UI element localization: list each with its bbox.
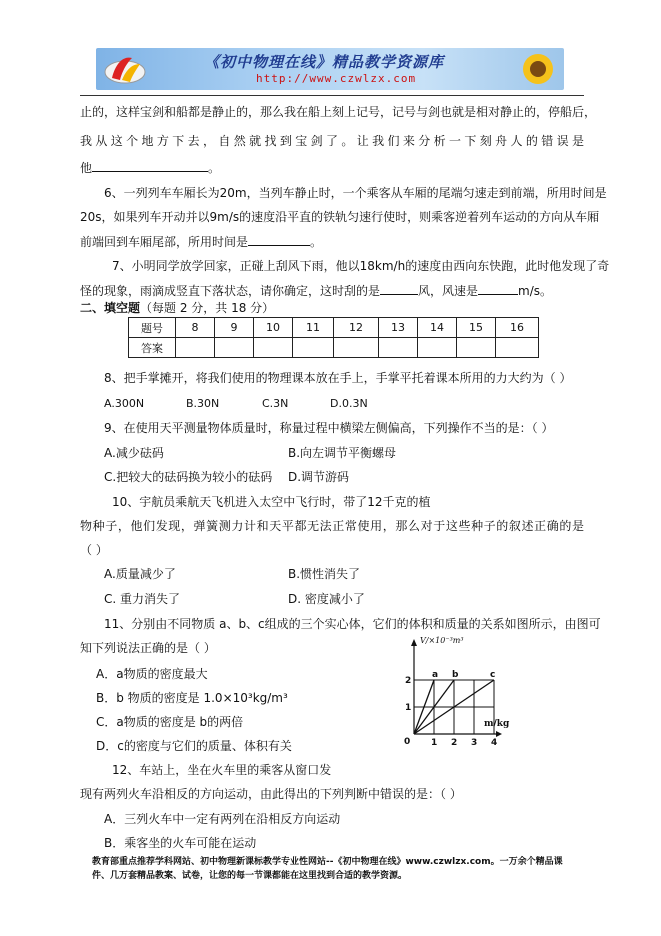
answer-table-number: 14 — [418, 318, 457, 338]
site-url[interactable]: http://www.czwlzx.com — [256, 72, 417, 85]
intro-line-1: 止的，这样宝剑和船都是静止的，那么我在船上刻上记号，记号与剑也就是相对静止的，停船后， — [80, 105, 597, 119]
answer-cell[interactable] — [418, 338, 457, 358]
answer-table-header-row — [129, 318, 539, 338]
answer-table-number: 10 — [254, 318, 293, 338]
q11-option-b[interactable]: B．b 物质的密度是 1.0×10³kg/m³ — [96, 691, 288, 705]
section-2-heading — [80, 300, 274, 316]
q12-option-a[interactable]: A．三列火车中一定有两列在沿相反方向运动 — [104, 812, 341, 826]
answer-table-number: 8 — [176, 318, 215, 338]
answer-cell[interactable] — [496, 338, 539, 358]
answer-cell[interactable] — [254, 338, 293, 358]
section-2-title: 二、填空题 — [80, 301, 141, 315]
q9-option-c[interactable]: C.把较大的砝码换为较小的砝码 — [104, 470, 273, 484]
q9-option-d[interactable]: D.调节游码 — [288, 470, 350, 484]
q10-line-3: （ ） — [80, 543, 108, 557]
q10-option-c[interactable]: C. 重力消失了 — [104, 592, 181, 606]
answer-cell[interactable] — [457, 338, 496, 358]
q7-line-2 — [80, 282, 552, 299]
q9-stem: 9、在使用天平测量物体质量时，称量过程中横梁左侧偏高，下列操作不当的是：（ ） — [104, 421, 554, 435]
q7-line-2-mid: 风，风速是 — [418, 284, 479, 298]
section-2-note: （每题 2 分，共 18 分） — [140, 301, 275, 315]
q8-option-b[interactable]: B.30N — [186, 397, 220, 410]
answer-cell[interactable] — [379, 338, 418, 358]
intro-line-2: 我从这个地方下去，自然就找到宝剑了。让我们来分析一下刻舟人的错误是 — [80, 134, 584, 148]
q7-wind-blank[interactable] — [380, 282, 418, 295]
q10-line-2: 物种子，他们发现，弹簧测力计和天平都无法正常使用，那么对于这些种子的叙述正确的是 — [80, 519, 584, 533]
q12-line-2: 现有两列火车沿相反的方向运动，由此得出的下列判断中错误的是：（ ） — [80, 787, 462, 801]
graph-x-tick: 1 — [431, 738, 438, 748]
q10-option-a[interactable]: A.质量减少了 — [104, 567, 176, 581]
q10-line-1: 10、宇航员乘航天飞机进入太空中飞行时，带了12千克的植 — [112, 495, 431, 509]
answer-cell[interactable] — [293, 338, 334, 358]
graph-x-arrow-icon — [496, 731, 502, 737]
answer-cell[interactable] — [215, 338, 254, 358]
graph-x-label: m/kg — [484, 719, 510, 729]
graph-origin-label: 0 — [404, 737, 411, 747]
answer-table-number: 9 — [215, 318, 254, 338]
q7-line-2-prefix: 怪的现象，雨滴成竖直下落状态，请你确定，这时刮的是 — [80, 284, 381, 298]
answer-table-number: 13 — [379, 318, 418, 338]
intro-line-3-prefix: 他 — [80, 161, 93, 175]
answer-table-number: 11 — [293, 318, 334, 338]
graph-y-arrow-icon — [411, 639, 417, 646]
q12-option-b[interactable]: B．乘客坐的火车可能在运动 — [104, 836, 257, 850]
q6-line-3 — [80, 233, 322, 250]
q11-option-c[interactable]: C．a物质的密度是 b的两倍 — [96, 715, 244, 729]
q10-option-d[interactable]: D. 密度减小了 — [288, 592, 365, 606]
density-graph — [384, 634, 514, 752]
q8-stem: 8、把手掌摊开，将我们使用的物理课本放在手上，手掌平托着课本所用的力大约为（ ） — [104, 371, 572, 385]
answer-table-row2-label: 答案 — [129, 338, 176, 358]
q8-option-c[interactable]: C.3N — [262, 397, 289, 410]
intro-answer-blank[interactable] — [92, 159, 208, 172]
q8-option-d[interactable]: D.0.3N — [330, 397, 368, 410]
graph-x-tick: 4 — [491, 738, 498, 748]
header-banner — [96, 48, 564, 90]
q9-option-a[interactable]: A.减少砝码 — [104, 446, 164, 460]
site-logo-icon — [102, 52, 148, 86]
answer-cell[interactable] — [176, 338, 215, 358]
q7-line-2-suffix: m/s。 — [518, 284, 553, 298]
intro-line-3-suffix: 。 — [208, 161, 221, 175]
answer-table-number: 15 — [457, 318, 496, 338]
q8-option-a[interactable]: A.300N — [104, 397, 145, 410]
q7-line-1: 7、小明同学放学回家，正碰上刮风下雨，他以18km/h的速度由西向东快跑，此时他发现了奇 — [112, 259, 610, 273]
graph-x-tick: 2 — [451, 738, 458, 748]
q6-line-2: 20s，如果列车开动并以9m/s的速度沿平直的铁轨匀速行使时，则乘客逆着列车运动的方向从车厢 — [80, 210, 600, 224]
q11-option-d[interactable]: D．c的密度与它们的质量、体积有关 — [96, 739, 292, 753]
header-divider — [80, 95, 584, 96]
site-title: 《初中物理在线》精品教学资源库 — [204, 53, 445, 71]
graph-y-tick: 1 — [405, 703, 412, 713]
answer-table-answer-row — [129, 338, 539, 358]
q11-option-a[interactable]: A．a物质的密度最大 — [96, 667, 208, 681]
q6-line-1: 6、一列列车车厢长为20m，当列车静止时，一个乘客从车厢的尾端匀速走到前端，所用时间是 — [104, 186, 607, 200]
q6-answer-blank[interactable] — [248, 233, 310, 246]
answer-cell[interactable] — [334, 338, 379, 358]
answer-table-number: 16 — [496, 318, 539, 338]
q6-line-3-suffix: 。 — [310, 235, 323, 249]
graph-line-label-b: b — [452, 670, 459, 680]
answer-table-number: 12 — [334, 318, 379, 338]
q6-line-3-prefix: 前端回到车厢尾部，所用时间是 — [80, 235, 249, 249]
graph-line-label-c: c — [490, 670, 496, 680]
q7-speed-blank[interactable] — [478, 282, 518, 295]
answer-table — [128, 317, 539, 358]
q12-line-1: 12、车站上，坐在火车里的乘客从窗口发 — [112, 763, 332, 777]
sunflower-icon — [518, 50, 558, 88]
graph-x-tick: 3 — [471, 738, 478, 748]
page-footer: 教育部重点推荐学科网站、初中物理新课标教学专业性网站--《初中物理在线》www.czwlzx.com。一万余个精品课件、几万套精品教案、试卷，让您的每一节课都能在这里找到合适的教学资源。 — [92, 857, 563, 881]
q11-line-2: 知下列说法正确的是（ ） — [80, 641, 216, 655]
graph-y-tick: 2 — [405, 676, 412, 686]
answer-table-row1-label: 题号 — [129, 318, 176, 338]
graph-y-label: V/×10⁻³m³ — [420, 636, 464, 645]
graph-line-label-a: a — [432, 670, 439, 680]
q9-option-b[interactable]: B.向左调节平衡螺母 — [288, 446, 397, 460]
q10-option-b[interactable]: B.惯性消失了 — [288, 567, 361, 581]
intro-line-3 — [80, 159, 220, 176]
q11-line-1: 11、分别由不同物质 a、b、c组成的三个实心体，它们的体积和质量的关系如图所示，由图可 — [104, 617, 601, 631]
